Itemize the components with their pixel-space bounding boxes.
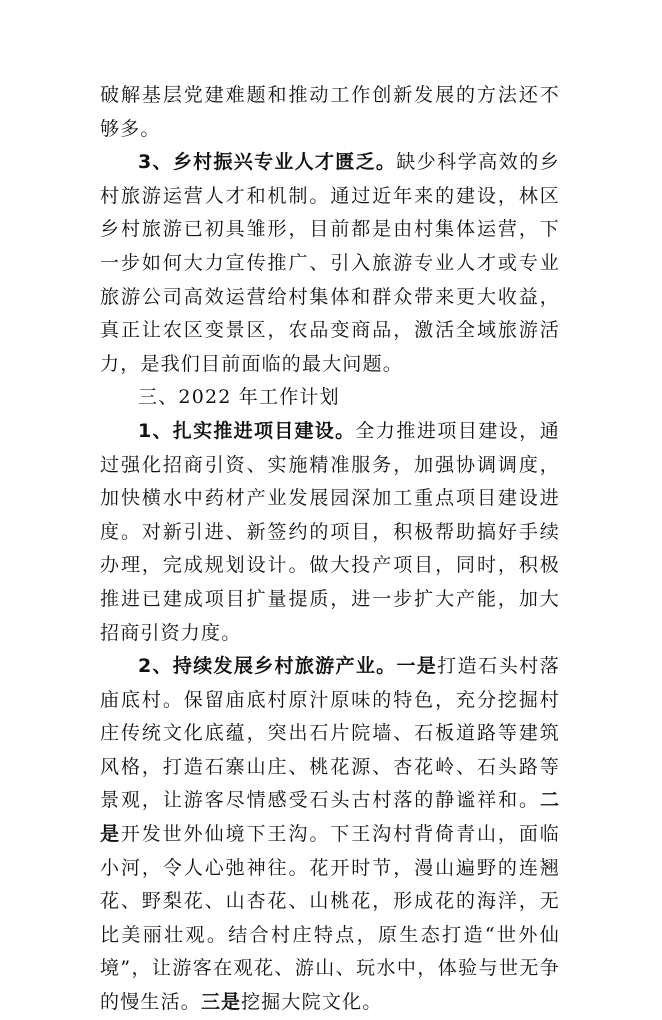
plan-2-part-3-label: 三是: [201, 991, 242, 1014]
document-body: [100, 79, 560, 1020]
section-heading-text: 三、2022 年工作计划: [138, 386, 340, 409]
paragraph-continuation: [100, 79, 560, 146]
plan-2-part-1-label: 一是: [396, 655, 438, 678]
paragraph-problem-3: [100, 146, 560, 381]
plan-2-part-1-text: 打造石头村落庙底村。保留庙底村原汁原味的特色，充分挖掘村庄传统文化底蕴，突出石片院墙、石板道路等建筑风格，打造石寨山庄、桃花源、杏花岭、石头路等景观，让游客尽情感受石头古村落的静谧祥和。: [100, 655, 560, 812]
plan-2-part-2-text: 开发世外仙境下王沟。下王沟村背倚青山，面临小河，令人心弛神往。花开时节，漫山遍野的连翘花、野梨花、山杏花、山桃花，形成花的海洋，无比美丽壮观。结合村庄特点，原生态打造“世外仙境”，让游客在观花、游山、玩水中，体验与世无争的慢生活。: [100, 823, 560, 1014]
plan-2-part-3-text: 挖掘大院文化。: [241, 991, 383, 1014]
problem-3-heading: 3、乡村振兴专业人才匮乏。: [138, 151, 397, 174]
continuation-text: 破解基层党建难题和推动工作创新发展的方法还不够多。: [100, 84, 560, 140]
plan-1-heading: 1、扎实推进项目建设。: [138, 419, 356, 442]
plan-1-body: 全力推进项目建设，通过强化招商引资、实施精准服务，加强协调调度，加快横水中药材产业发展园深加工重点项目建设进度。对新引进、新签约的项目，积极帮助搞好手续办理，完成规划设计。做大投产项目，同时，积极推进已建成项目扩量提质，进一步扩大产能，加大招商引资力度。: [100, 419, 560, 644]
plan-2-heading: 2、持续发展乡村旅游产业。: [138, 655, 397, 678]
paragraph-plan-2: [100, 650, 560, 1020]
problem-3-body: 缺少科学高效的乡村旅游运营人才和机制。通过近年来的建设，林区乡村旅游已初具雏形，目前都是由村集体运营，下一步如何大力宣传推广、引入旅游专业人才或专业旅游公司高效运营给村集体和群众带来更大收益，真正让农区变景区，农品变商品，激活全域旅游活力，是我们目前面临的最大问题。: [100, 151, 560, 375]
paragraph-plan-1: [100, 415, 560, 650]
plan-2-part-2-label: 二是: [100, 789, 560, 846]
section-heading: [100, 381, 560, 415]
